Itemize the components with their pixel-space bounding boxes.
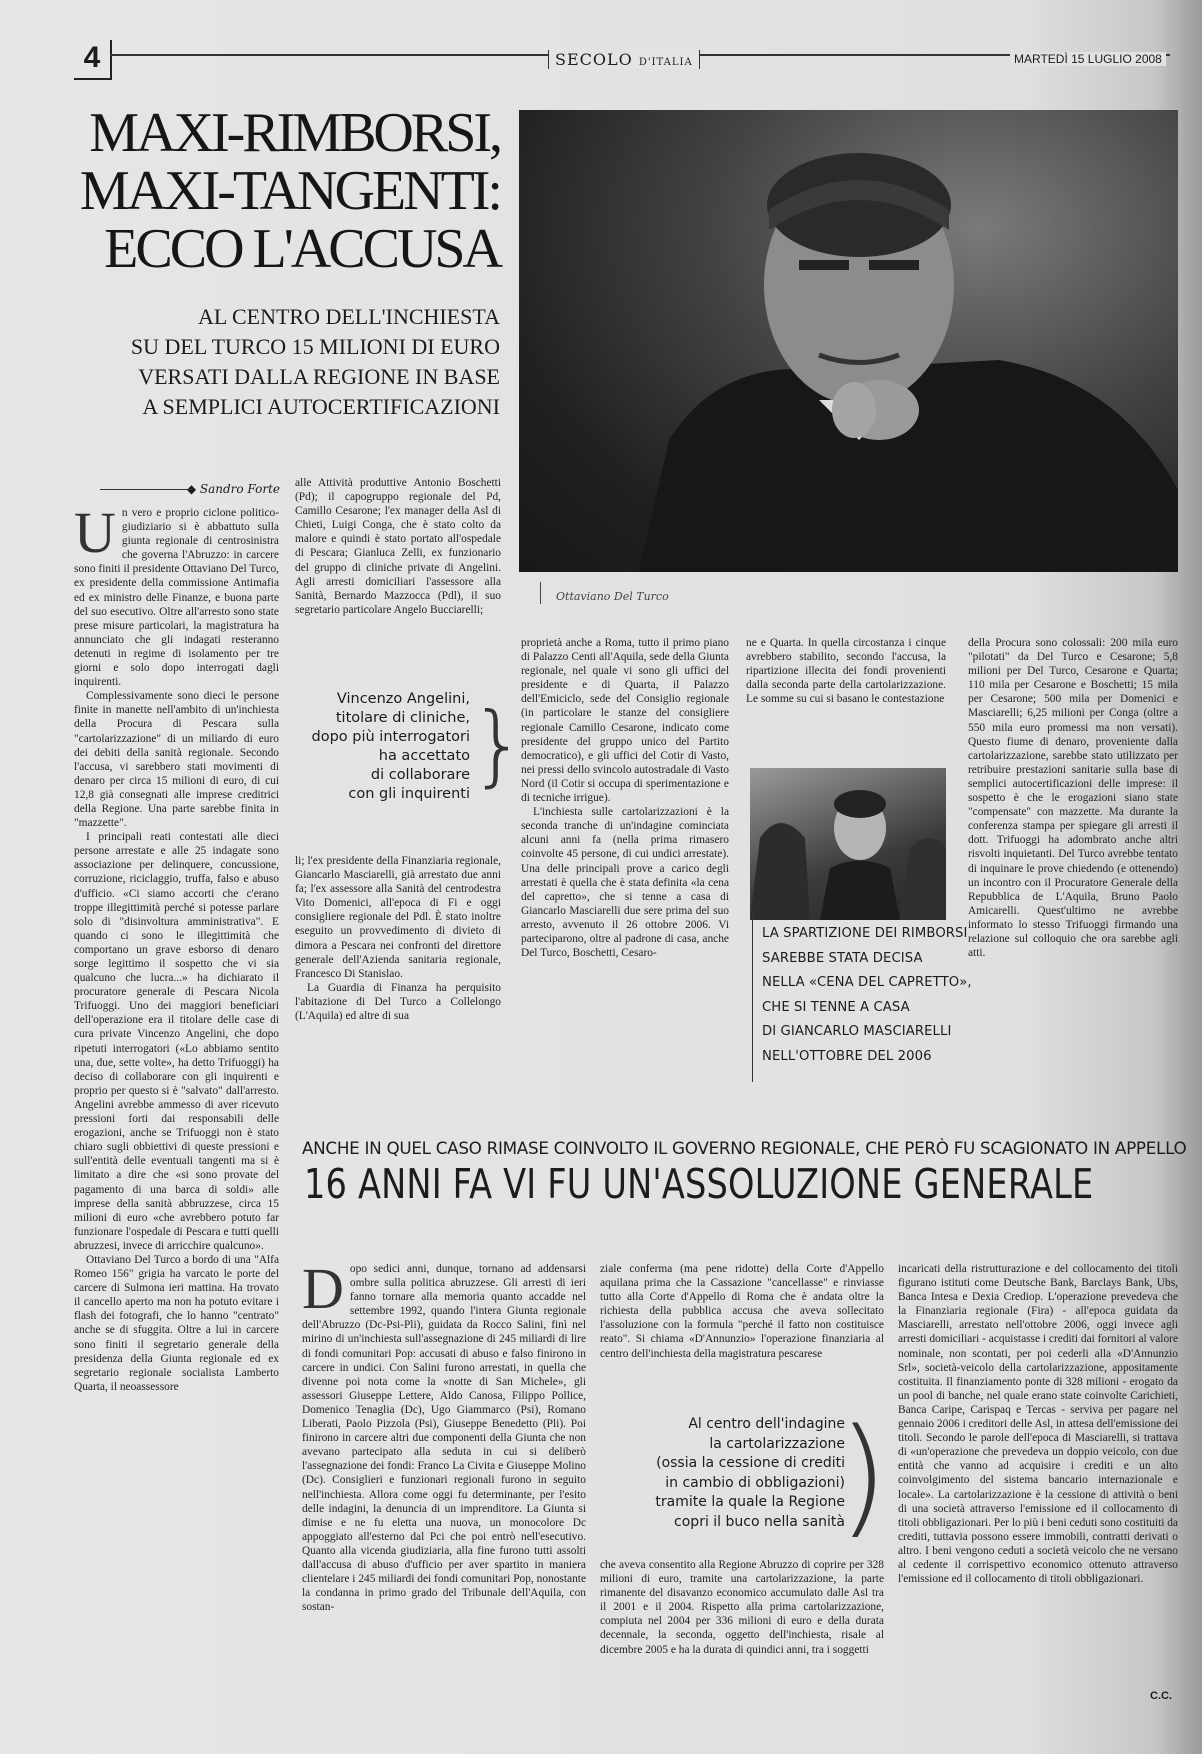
- headline: [60, 104, 500, 278]
- article2-kicker: ANCHE IN QUEL CASO RIMASE COINVOLTO IL GOVERNO REGIONALE, CHE PERÒ FU SCAGIONATO IN APPELLO: [302, 1138, 1187, 1158]
- pull-quote-line: con gli inquirenti: [348, 786, 470, 802]
- article-paragraph: che aveva consentito alla Regione Abruzzo di coprire per 328 milioni di euro, tramite una cartolarizzazione, la parte rimanente del disavanzo economico accumulato dalle Asl tra il 2001 e il 2004. Rispetto alla prima cartolarizzazione, compiuta nel 2004 per 336 milioni di euro e della durata decennale, la seconda, oggetto dell'inchiesta, risale al dicembre 2005 e ha la durata di quindici anni, tra i soggetti: [600, 1559, 884, 1656]
- pull-quote-line: titolare di cliniche,: [335, 710, 470, 726]
- publication-name: [548, 50, 700, 69]
- pull-quote-brace: ): [838, 1402, 888, 1551]
- article-column-2-top: [295, 476, 501, 658]
- pull-quote-line: la cartolarizzazione: [709, 1435, 845, 1452]
- paragraph-text: opo sedici anni, dunque, tornano ad addensarsi ombre sulla politica abruzzese. Gli arresti di ieri fanno tornare alla memoria quanto accadde nel settembre 1992, quando l'intera Giunta regionale dell'Abruzzo (Dc-Psi-Pli), guidata da Rocco Salini, finì nel mirino di un'inchiesta sull'assegnazione di 245 miliardi di lire di fondi comunitari Pop: accusati di abuso e falso finirono in carcere in undici. Con Salini furono arrestati, in quella che divenne poi nota come la «notte di San Michele», gli assessori Giuseppe Lettere, Aldo Canosa, Filippo Pollice, Domenico Tenaglia (Dc), Ugo Giammarco (Psi), Romano Liberati, Paolo Pizzola (Psi), Giuseppe Benedetto (Pli). Poi finirono in carcere altri due componenti della Giunta che non avevano partecipato alla seduta in cui si deliberò l'assegnazione dei fondi: Franco La Civita e Giuseppe Molino (Dc). Consiglieri e funzionari regionali furono in seguito nell'inchiesta. Allora come oggi fu determinante, per l'esito delle indagini, la denuncia di un imprenditore. La Giunta si dimise e ne fu eletta una nuova, un monocolore Dc appoggiato all'esterno dal Pci che poi entrò nell'esecutivo. Quanto alla vicenda giudiziaria, alla fine furono tutti assolti dall'accusa di abuso d'ufficio per aver spartito in maniera clientelare i 245 miliardi dei fondi comunitari Pop, nonostante la condanna in primo grado del Tribunale dell'Aquila, con sostan-: [302, 1263, 586, 1614]
- pull-quote-line: ha accettato: [378, 748, 470, 764]
- pull-quote-2: [640, 1415, 845, 1532]
- pull-quote: [300, 690, 470, 804]
- article-paragraph: li; l'ex presidente della Finanziaria regionale, Giancarlo Masciarelli, già arrestato due anni fa; l'ex assessore alla Sanità del centrodestra Vito Domenici, all'epoca di Fi e oggi consigliere regionale del Pdl. È stato inoltre eseguito un provvedimento di divieto di dimora a Pescara nei confronti del direttore generale dell'Azienda sanitaria regionale, Francesco Di Stanislao.: [295, 855, 501, 980]
- page-number: 4: [74, 40, 112, 80]
- pull-quote-line: tramite la quale la Regione: [655, 1494, 845, 1510]
- subheadline-line: VERSATI DALLA REGIONE IN BASE: [138, 364, 500, 389]
- photo-caption: Ottaviano Del Turco: [556, 590, 669, 603]
- article-paragraph: Ottaviano Del Turco a bordo di una "Alfa Romeo 156" grigia ha varcato le porte del carcere di Sulmona ieri mattina. Ha trovato il cancello aperto ma non ha potuto evitare i flash dei fotografi, che lo hanno "centrato" anche se di sfuggita. Oltre a lui in carcere sono finiti il segretario generale della presidenza della Giunta regionale ed ex segretario regionale socialista Lamberto Quarta, il neoassessore: [74, 1253, 279, 1393]
- highlight-line: LA SPARTIZIONE DEI RIMBORSI: [762, 926, 968, 941]
- caption-rule: [540, 582, 541, 604]
- headline-line: ECCO L'ACCUSA: [104, 218, 500, 280]
- drop-cap: U: [74, 506, 116, 565]
- article-paragraph: I principali reati contestati alle dieci persone arrestate e alle 25 indagate sono associazione per delinquere, concussione, corruzione, riciclaggio, truffa, falso e abuso d'ufficio. «Ci siamo accorti che c'erano troppe illegittimità perché si potesse parlare solo di "disinvoltura amministrativa". E quando ci sono le illegittimità che comportano un grave esborso di denaro sorge legittimo il sospetto che vi sia qualcuno che lucra...» ha dichiarato il procuratore generale di Pescara Nicola Trifuoggi. Uno dei maggiori beneficiari dell'operazione era il titolare delle case di cura private Vincenzo Angelini, che dopo ripetuti interrogatori («Lo abbiamo sentito una, due, sette volte», ha detto Trifuoggi) ha deciso di collaborare con gli inquirenti e proprio per questo si è "salvato" dall'arresto. Angelini avrebbe ammesso di aver ricevuto pressioni forti dai responsabili delle erogazioni, anche se Trifuoggi non è stato chiaro sugli obbiettivi di queste pressioni e sull'entità delle eventuali tangenti ma si è limitato a dire che «si sono provate del pagamento di una barca di soldi» alle imprese della sanità abbruzzese, circa 15 milioni di euro «che avrebbero potuto far funzionare l'ospedale di Pescara e tutti quelli abruzzesi, invece di arricchire qualcuno».: [74, 831, 279, 1252]
- portrait-illustration: [519, 110, 1178, 572]
- paragraph-text: n vero e proprio ciclone politico-giudiziario si è abbattuto sulla giunta regionale di centrosinistra che governa l'Abruzzo: in carcere sono finiti il presidente Ottaviano Del Turco, ex presidente della commissione Antimafia ed ex ministro delle Finanze, e buona parte del suo esecutivo. Oltre all'arresto sono state prese misure particolari, la magistratura ha annunciato che gli indagati resteranno detenuti in regime di isolamento per tre giorni e solo dopo interrogati dagli inquirenti.: [74, 507, 279, 689]
- article-paragraph: incaricati della ristrutturazione e del collocamento dei titoli figurano istituti come Deutsche Bank, Barclays Bank, Ubs, Banca Intesa e Dexia Crediop. L'operazione prevedeva che la Finanziaria regionale (Fira) - all'epoca guidata da Masciarelli, arrestato nell'ottobre 2006, oggi invece agli arresti domiciliari - acquistasse i crediti dai fornitori al valore nominale, non scontati, per poi cederli alla «D'Annunzio Srl», società-veicolo della cartolarizzazione, appositamente costituita. Il finanziamento ponte di 328 milioni - erogato da un pool di banche, nel quale erano state coinvolte Carichieti, Banca Caripe, Carispaq e Tercas - serviva per pagare nel gennaio 2006 i creditori delle Asl, in attesa dell'emissione dei titoli. Secondo le parole dell'epoca di Masciarelli, si trattava di «un'operazione che prevedeva un doppio veicolo, con due entità che vanno ad acquisire i crediti e un alto coinvolgimento del sistema bancario internazionale e locale». La cartolarizzazione è la cessione di attività o beni di una società attraverso l'emissione ed il collocamento di titoli obbligazionari. Per lo più i beni ceduti sono costituiti da crediti, tuttavia possono essere immobili, contratti derivati o altro. I beni vengono ceduti a società veicolo che ne versano al cedente il corrispettivo economico ottenuto attraverso l'emissione ed il collocamento di titoli obbligazionari.: [898, 1263, 1178, 1586]
- article-column-3: [521, 636, 729, 1078]
- subheadline-line: A SEMPLICI AUTOCERTIFICAZIONI: [142, 394, 500, 419]
- article-paragraph: Complessivamente sono dieci le persone finite in manette nell'ambito di un'inchiesta della Procura di Pescara sulla "cartolarizzazione" di un miliardo di euro dei debiti della sanità regionale. Secondo l'accusa, vi sarebbero stati movimenti di denaro per circa 15 milioni di euro, di cui 12,8 già consegnati alle imprese creditrici della Regione. Una parte sarebbe finita in "mazzette".: [74, 690, 279, 830]
- article-column-1: [74, 506, 279, 1700]
- pull-quote-brace: }: [470, 693, 526, 796]
- author-name: Sandro Forte: [199, 482, 280, 496]
- pull-quote-line: (ossia la cessione di crediti: [656, 1455, 845, 1471]
- pull-quote-line: copri il buco nella sanità: [674, 1513, 845, 1530]
- article-paragraph: della Procura sono colossali: 200 mila euro "pilotati" da Del Turco e Cesarone; 5,8 milioni per Del Turco, Cesarone e Quarta; 110 mila per Cesarone e Boschetti; 15 mila per Cesarone; 500 mila per Domenici e Masciarelli; 6,25 milioni per Conga (oltre a 550 mila euro promessi ma non versati). Questo fiume di denaro, proveniente dalla cartolarizzazione, sarebbe stato utilizzato per retribuire prestazioni sanitarie sulla base di semplici autocertificazioni delle imprese: il sospetto è che le erogazioni siano state "compensate" con mazzette. Ma durante la conferenza stampa per spiegare gli arresti il dott. Trifuoggi ha adombrato anche altri risvolti inquietanti. Del Turco avrebbe tentato di inquinare le prove chiedendo (e ottenendo) un incontro con il Procuratore Generale della Repubblica de L'Aquila, Bruno Paolo Amicarelli. Quest'ultimo ne avrebbe informato lo stesso Trifuoggi firmando una relazione sul colloquio che ora sarebbe agli atti.: [968, 637, 1178, 960]
- article-paragraph: La Guardia di Finanza ha perquisito l'abitazione di Del Turco a Collelongo (L'Aquila) ed altre di sua: [295, 981, 501, 1023]
- pull-quote-line: in cambio di obbligazioni): [665, 1474, 845, 1491]
- article-paragraph: ziale conferma (ma pene ridotte) della Corte d'Appello aquilana prima che la Cassazione "cancellasse" e rinviasse tutto alla Corte d'Appello di Roma che è andata oltre la richiesta della pubblica accusa che aveva sollecitato l'assoluzione con la formula "perché il fatto non costituisce reato". Si chiama «D'Annunzio» l'operazione finanziaria al centro dell'inchiesta della magistratura pescarese: [600, 1263, 884, 1360]
- article-paragraph: [74, 506, 279, 689]
- article-paragraph: ne e Quarta. In quella circostanza i cinque avrebbero stabilito, secondo l'accusa, la ripartizione illecita dei fondi provenienti dalla seconda parte della cartolarizzazione. Le somme su cui si basano le contestazione: [746, 637, 946, 706]
- author-signature: C.C.: [1150, 1690, 1172, 1702]
- article-paragraph: alle Attività produttive Antonio Boschetti (Pd); il capogruppo regionale del Pd, Camillo Cesarone; l'ex manager della Asl di Chieti, Luigi Conga, che è stato colto da malore e quindi è stato portato all'ospedale di Pescara; Gianluca Zelli, ex funzionario del gruppo di cliniche private di Angelini. Agli arresti domiciliari l'assessore alla Sanità, Bernardo Mazzocca (Pdl), il suo segretario particolare Angelo Bucciarelli;: [295, 477, 501, 616]
- pull-quote-line: Al centro dell'indagine: [688, 1416, 845, 1432]
- issue-date: MARTEDÌ 15 LUGLIO 2008: [1010, 52, 1166, 66]
- subheadline-line: SU DEL TURCO 15 MILIONI DI EURO: [130, 334, 500, 359]
- pull-quote-line: Vincenzo Angelini,: [336, 691, 470, 707]
- highlight-line: DI GIANCARLO MASCIARELLI: [762, 1024, 952, 1039]
- subheadline: [60, 302, 500, 422]
- publication-suffix: D'ITALIA: [638, 57, 693, 68]
- highlight-line: SAREBBE STATA DECISA: [762, 950, 923, 966]
- highlight-line: NELL'OTTOBRE DEL 2006: [762, 1048, 932, 1064]
- headline-line: MAXI-RIMBORSI,: [89, 102, 500, 164]
- pull-quote-line: di collaborare: [370, 767, 470, 783]
- article-paragraph: proprietà anche a Roma, tutto il primo piano di Palazzo Centi all'Aquila, sede della Giunta regionale, nel quale vi sono gli uffici del presidente e di Quarta, il Palazzo dell'Emiciclo, sede del Consiglio regionale (in particolare le stanze del consigliere regionale Camillo Cesarone, indicato come presidente del gruppo unico del Partito democratico), e gli uffici del Cotir di Vasto, nei pressi dello svincolo autostradale di Vasto Nord (il Cotir si occupa di sperimentazione e di tecniche irrigue).: [521, 637, 729, 805]
- article-column-2-bottom: [295, 854, 501, 1078]
- headline-line: MAXI-TANGENTI:: [79, 160, 500, 222]
- article-paragraph: [302, 1262, 586, 1614]
- subheadline-line: AL CENTRO DELL'INCHIESTA: [197, 304, 500, 329]
- inset-photo: [750, 768, 946, 920]
- inset-photo-illustration: [750, 768, 946, 920]
- article2-title: 16 ANNI FA VI FU UN'ASSOLUZIONE GENERALE: [304, 1160, 1094, 1208]
- main-photo: [519, 110, 1178, 572]
- highlight-line: CHE SI TENNE A CASA: [762, 999, 910, 1015]
- article2-column-2-bottom: [600, 1558, 884, 1700]
- byline: ◆ Sandro Forte: [100, 482, 280, 496]
- pull-quote-line: dopo più interrogatori: [311, 729, 470, 745]
- article-column-4: [746, 636, 946, 722]
- article-column-5: [968, 636, 1178, 1078]
- drop-cap: D: [302, 1262, 344, 1321]
- highlight-box-text: [762, 922, 972, 1069]
- article2-column-1: [302, 1262, 586, 1700]
- article-paragraph: L'inchiesta sulle cartolarizzazioni è la seconda tranche di un'indagine cominciata alcuni anni fa (nella prima rimasero coinvolte 45 persone, di cui undici arrestate). Una delle principali prove a carico degli arrestati è quella che è stata definita «la cena del capretto», che si tenne a casa di Giancarlo Masciarelli due sere prima del suo arresto, avvenuto il 26 ottobre 2006. Vi parteciparono, oltre al padrone di casa, anche Del Turco, Boschetti, Cesaro-: [521, 806, 729, 960]
- article2-column-2-top: [600, 1262, 884, 1402]
- article2-column-3: [898, 1262, 1178, 1686]
- publication-title: SECOLO: [555, 50, 633, 69]
- highlight-line: NELLA «CENA DEL CAPRETTO»,: [762, 975, 972, 990]
